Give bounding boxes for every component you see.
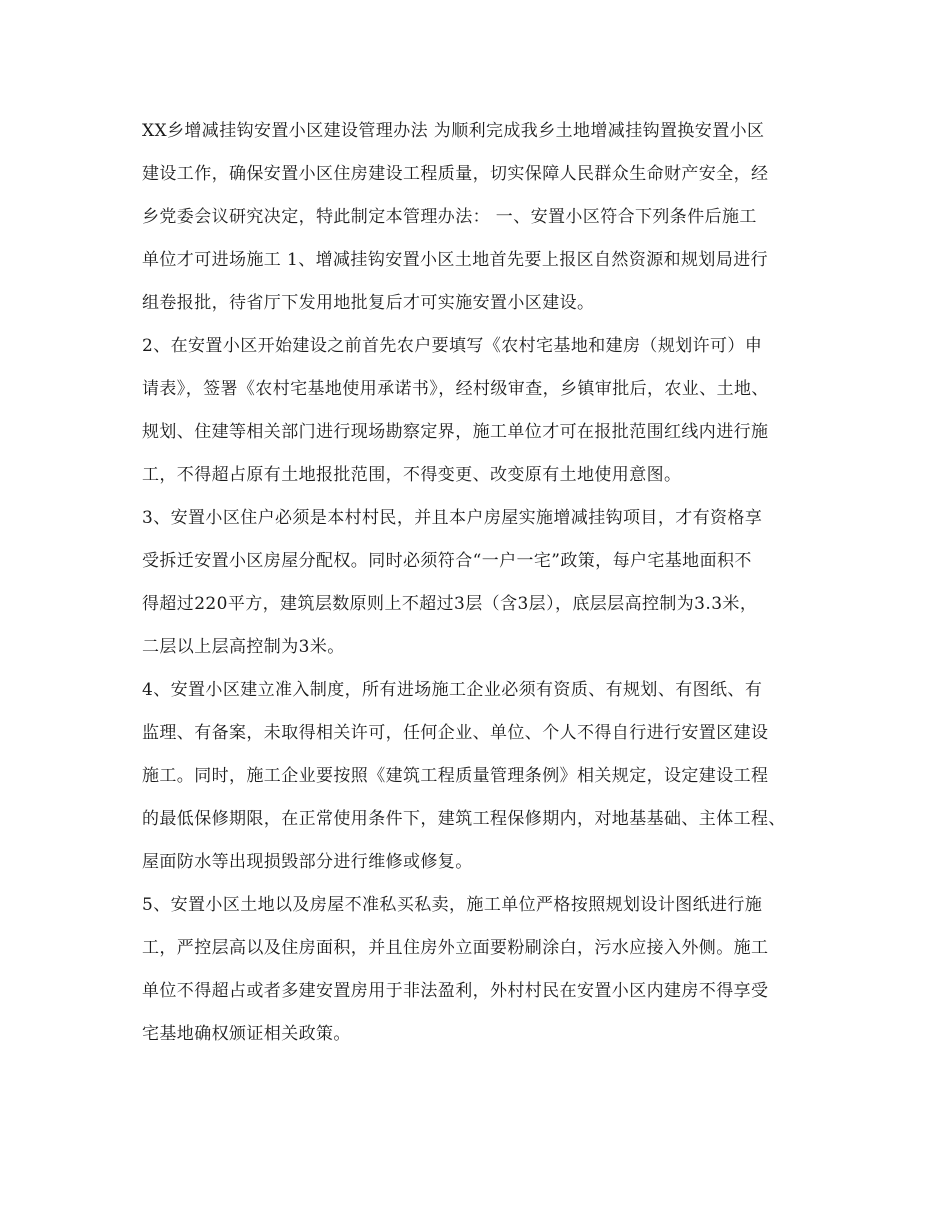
text-line: 单位不得超占或者多建安置房用于非法盈利，外村村民在安置小区内建房不得享受 [142,981,769,1001]
text-line: 4、安置小区建立准入制度，所有进场施工企业必须有资质、有规划、有图纸、有 [142,680,763,700]
text-line: 屋面防水等出现损毁部分进行维修或修复。 [142,852,473,872]
text-line: 组卷报批，待省厅下发用地批复后才可实施安置小区建设。 [142,293,595,313]
text-line: XX乡增减挂钩安置小区建设管理办法 为顺利完成我乡土地增减挂钩置换安置小区 [142,121,765,141]
text-line: 二层以上层高控制为3米。 [142,637,345,657]
text-line: 5、安置小区土地以及房屋不准私买私卖，施工单位严格按照规划设计图纸进行施 [142,895,763,915]
text-line: 施工。同时，施工企业要按照《建筑工程质量管理条例》相关规定，设定建设工程 [142,766,769,786]
text-line: 规划、住建等相关部门进行现场勘察定界，施工单位才可在报批范围红线内进行施 [142,422,769,442]
text-line: 宅基地确权颁证相关政策。 [142,1024,351,1044]
text-line: 3、安置小区住户必须是本村村民，并且本户房屋实施增减挂钩项目，才有资格享 [142,508,763,528]
text-line: 工，严控层高以及住房面积，并且住房外立面要粉刷涂白，污水应接入外侧。施工 [142,938,769,958]
document-body [142,110,832,1056]
text-line: 乡党委会议研究决定，特此制定本管理办法： 一、安置小区符合下列条件后施工 [142,207,757,227]
text-line: 请表》，签署《农村宅基地使用承诺书》，经村级审查，乡镇审批后，农业、土地、 [142,379,769,399]
text-line: 建设工作，确保安置小区住房建设工程质量，切实保障人民群众生命财产安全，经 [142,164,769,184]
text-line: 受拆迁安置小区房屋分配权。同时必须符合“一户一宅”政策，每户宅基地面积不 [142,551,752,571]
text-line: 的最低保修期限，在正常使用条件下，建筑工程保修期内，对地基基础、主体工程、 [142,809,786,829]
text-line: 得超过220平方，建筑层数原则上不超过3层（含3层），底层层高控制为3.3米， [142,594,758,614]
text-line: 工，不得超占原有土地报批范围，不得变更、改变原有土地使用意图。 [142,465,682,485]
text-line: 2、在安置小区开始建设之前首先农户要填写《农村宅基地和建房（规划许可）申 [142,336,763,356]
text-line: 单位才可进场施工 1、增减挂钩安置小区土地首先要上报区自然资源和规划局进行 [142,250,769,270]
text-line: 监理、有备案，未取得相关许可，任何企业、单位、个人不得自行进行安置区建设 [142,723,769,743]
